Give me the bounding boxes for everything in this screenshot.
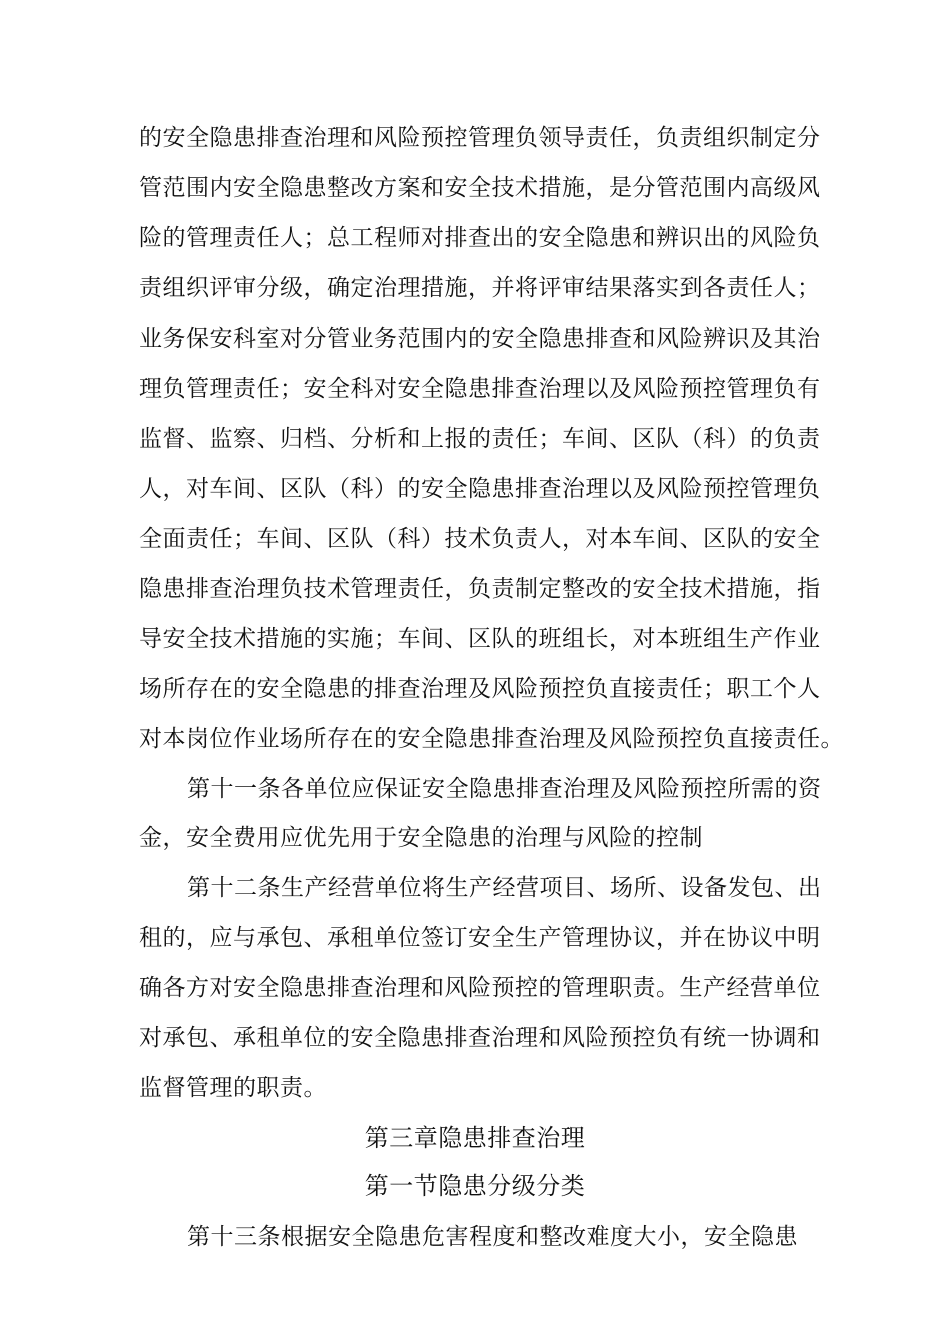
text-line: 的安全隐患排查治理和风险预控管理负领导责任，负责组织制定分 <box>139 125 821 151</box>
text-line: 险的管理责任人；总工程师对排查出的安全隐患和辨识出的风险负 <box>139 225 821 251</box>
article-12-line: 监督管理的职责。 <box>139 1075 327 1101</box>
text-line: 理负管理责任；安全科对安全隐患排查治理以及风险预控管理负有 <box>139 376 821 402</box>
text-line: 隐患排查治理负技术管理责任，负责制定整改的安全技术措施，指 <box>139 576 821 602</box>
text-line: 全面责任；车间、区队（科）技术负责人，对本车间、区队的安全 <box>139 526 821 552</box>
text-line: 场所存在的安全隐患的排查治理及风险预控负直接责任；职工个人 <box>139 676 821 702</box>
article-12-line: 第十二条生产经营单位将生产经营项目、场所、设备发包、出 <box>187 875 822 901</box>
text-line: 人，对车间、区队（科）的安全隐患排查治理以及风险预控管理负 <box>139 476 821 502</box>
article-13-line: 第十三条根据安全隐患危害程度和整改难度大小，安全隐患 <box>187 1224 798 1250</box>
article-11-line: 金，安全费用应优先用于安全隐患的治理与风险的控制 <box>139 825 703 851</box>
text-line: 管范围内安全隐患整改方案和安全技术措施，是分管范围内高级风 <box>139 175 821 201</box>
chapter-title: 第三章隐患排查治理 <box>364 1124 586 1152</box>
article-12-line: 确各方对安全隐患排查治理和风险预控的管理职责。生产经营单位 <box>139 975 821 1001</box>
section-title: 第一节隐患分级分类 <box>364 1172 586 1200</box>
article-12-line: 租的，应与承包、承租单位签订安全生产管理协议，并在协议中明 <box>139 925 821 951</box>
text-line: 责组织评审分级，确定治理措施，并将评审结果落实到各责任人； <box>139 275 821 301</box>
text-line: 导安全技术措施的实施；车间、区队的班组长，对本班组生产作业 <box>139 626 821 652</box>
article-12-line: 对承包、承租单位的安全隐患排查治理和风险预控负有统一协调和 <box>139 1025 821 1051</box>
article-11-line: 第十一条各单位应保证安全隐患排查治理及风险预控所需的资 <box>187 776 822 802</box>
text-line: 监督、监察、归档、分析和上报的责任；车间、区队（科）的负责 <box>139 426 821 452</box>
text-line: 对本岗位作业场所存在的安全隐患排查治理及风险预控负直接责任。 <box>139 726 844 752</box>
text-line: 业务保安科室对分管业务范围内的安全隐患排查和风险辨识及其治 <box>139 326 821 352</box>
